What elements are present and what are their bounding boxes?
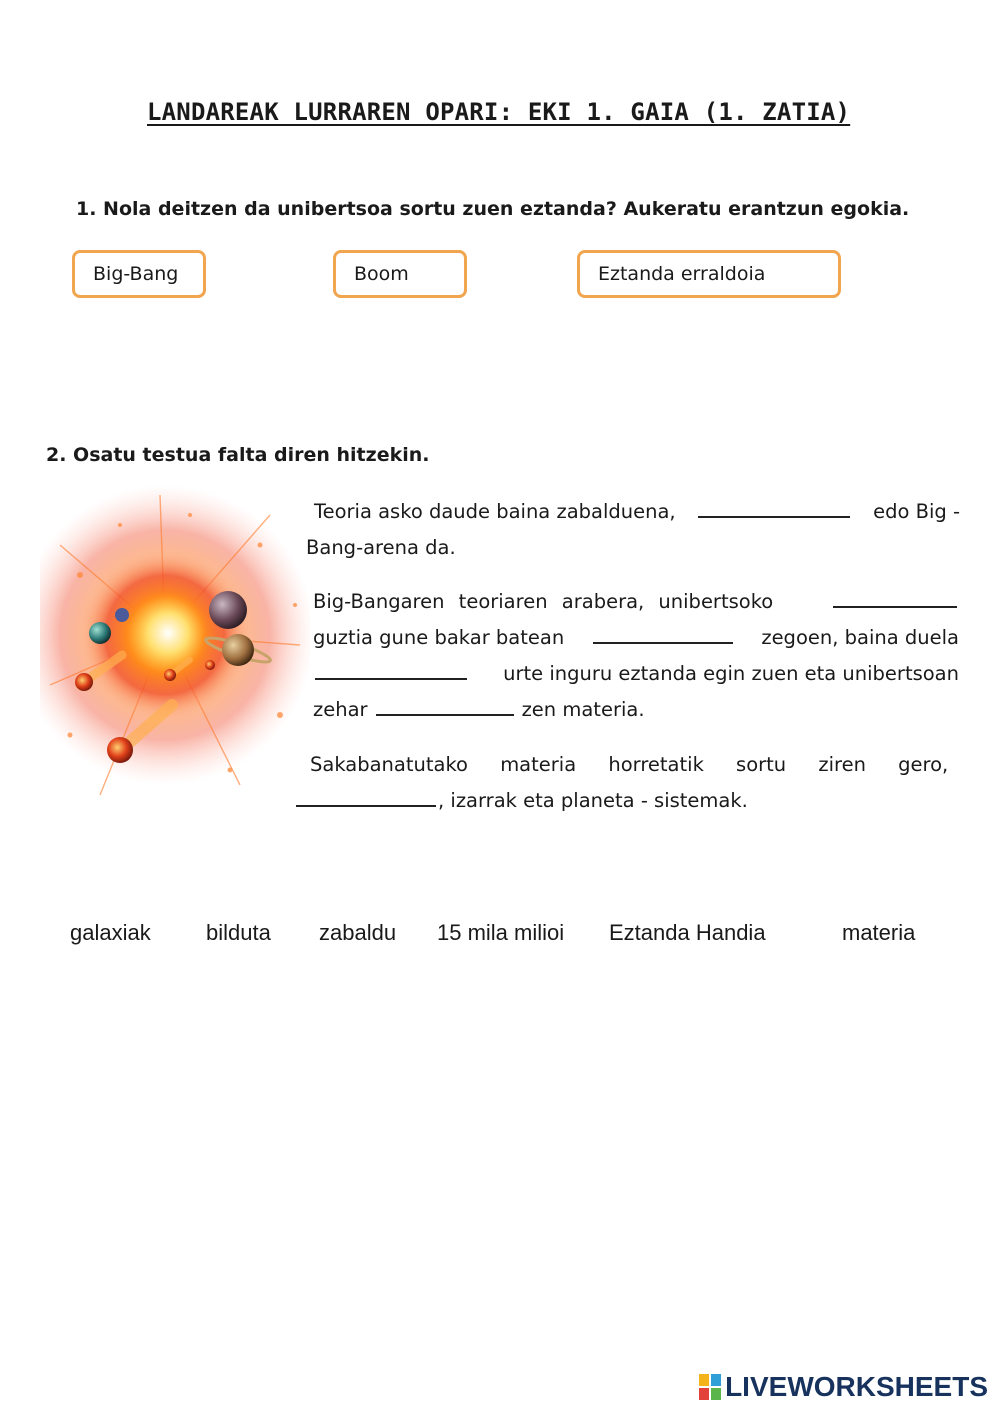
blank-6[interactable]: [296, 787, 436, 807]
paragraph-2-text: zegoen, baina duela: [761, 626, 959, 649]
paragraph-2-text: Big-Bangaren teoriaren arabera, unibertsoko: [313, 590, 774, 613]
word-bank-item[interactable]: materia: [842, 920, 916, 945]
blank-4[interactable]: [315, 660, 467, 680]
answer-option-big-bang[interactable]: Big-Bang: [72, 250, 206, 298]
paragraph-3-text: Sakabanatutako materia horretatik sortu ziren gero,: [310, 753, 949, 776]
question-2-prompt: 2. Osatu testua falta diren hitzekin.: [46, 444, 430, 466]
explosion-illustration: [40, 485, 310, 815]
liveworksheets-logo-icon: [699, 1374, 721, 1400]
word-bank-item[interactable]: 15 mila milioi: [437, 920, 565, 945]
word-bank: [0, 920, 1000, 954]
blank-5[interactable]: [376, 696, 514, 716]
paragraph-2-text: zehar: [313, 698, 368, 721]
paragraph-2-text: guztia gune bakar batean: [313, 626, 565, 649]
word-bank-item[interactable]: galaxiak: [70, 920, 151, 945]
answer-option-eztanda-erraldoia[interactable]: Eztanda erraldoia: [577, 250, 841, 298]
word-bank-item[interactable]: Eztanda Handia: [609, 920, 766, 945]
paragraph-1-text: edo Big -: [873, 500, 960, 523]
paragraph-1: [306, 494, 960, 566]
question-1-prompt: 1. Nola deitzen da unibertsoa sortu zuen eztanda? Aukeratu erantzun egokia.: [76, 198, 910, 220]
paragraph-2: [313, 584, 959, 728]
liveworksheets-logo: [699, 1370, 988, 1404]
answer-option-boom[interactable]: Boom: [333, 250, 467, 298]
liveworksheets-logo-text: LIVEWORKSHEETS: [725, 1371, 988, 1402]
blank-1[interactable]: [698, 498, 850, 518]
paragraph-3-text: , izarrak eta planeta - sistemak.: [438, 789, 748, 812]
page-title: LANDAREAK LURRAREN OPARI: EKI 1. GAIA (1. ZATIA): [147, 98, 851, 126]
paragraph-3: [294, 747, 959, 819]
blank-2[interactable]: [833, 588, 957, 608]
paragraph-1-text: Bang-arena da.: [306, 536, 456, 559]
paragraph-1-text: Teoria asko daude baina zabalduena,: [314, 500, 676, 523]
word-bank-item[interactable]: zabaldu: [319, 920, 397, 945]
paragraph-2-text: zen materia.: [521, 698, 645, 721]
blank-3[interactable]: [593, 624, 733, 644]
word-bank-item[interactable]: bilduta: [206, 920, 271, 945]
paragraph-2-text: urte inguru eztanda egin zuen eta unibertsoan: [503, 662, 959, 685]
